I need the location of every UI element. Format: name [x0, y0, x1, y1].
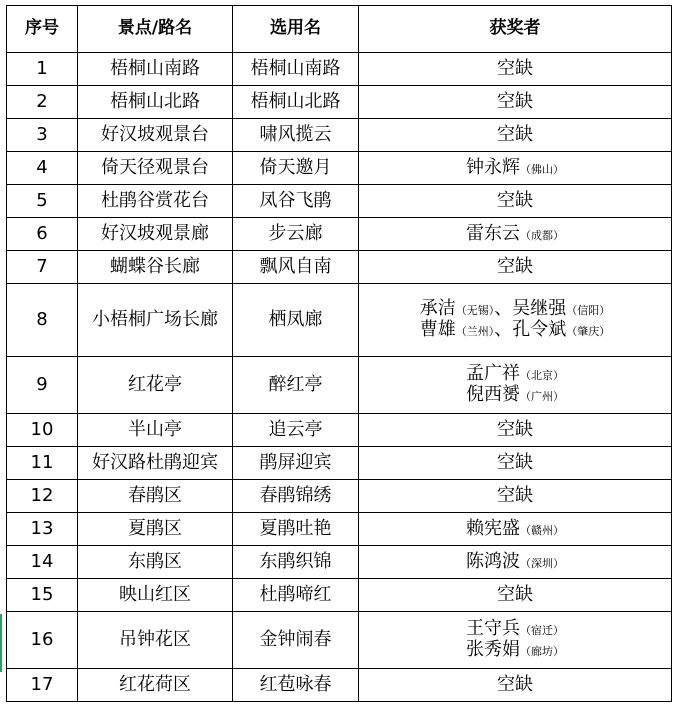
winner-city: （佛山） [520, 162, 564, 176]
winner-line [359, 125, 671, 146]
winner-name: 空缺 [497, 418, 533, 440]
header-winner[interactable]: 获奖者 [359, 6, 672, 53]
cell-no[interactable]: 16 [7, 612, 78, 669]
winner-name: 空缺 [497, 484, 533, 506]
header-spot[interactable]: 景点/路名 [78, 6, 233, 53]
cell-name[interactable]: 春鹃锦绣 [233, 480, 359, 513]
cell-no[interactable]: 1 [7, 53, 78, 86]
table-row [7, 218, 672, 251]
winner-name: 张秀娟 [466, 639, 520, 660]
cell-no[interactable]: 8 [7, 284, 78, 357]
table-row [7, 546, 672, 579]
winner-name: 、吴继强 [494, 298, 567, 320]
cell-spot[interactable]: 红花荷区 [78, 669, 233, 702]
winner-name: 承洁 [419, 298, 456, 320]
cell-no[interactable]: 5 [7, 185, 78, 218]
cell-spot[interactable]: 杜鹃谷赏花台 [78, 185, 233, 218]
table-row [7, 357, 672, 414]
cell-spot[interactable]: 好汉路杜鹃迎宾 [78, 447, 233, 480]
winner-city: （信阳） [566, 304, 611, 318]
winner-city: （北京） [520, 369, 564, 383]
cell-name[interactable]: 倚天邀月 [233, 152, 359, 185]
table-row [7, 251, 672, 284]
cell-spot[interactable]: 倚天径观景台 [78, 152, 233, 185]
cell-spot[interactable]: 小梧桐广场长廊 [78, 284, 233, 357]
cell-spot[interactable]: 夏鹃区 [78, 513, 233, 546]
cell-winner[interactable] [359, 447, 672, 480]
cell-no[interactable]: 4 [7, 152, 78, 185]
cell-no[interactable]: 10 [7, 414, 78, 447]
cell-name[interactable]: 金钟闹春 [233, 612, 359, 669]
winner-name: 、孔令斌 [494, 319, 567, 340]
cell-winner[interactable] [359, 251, 672, 284]
cell-winner[interactable] [359, 612, 672, 669]
table-row [7, 447, 672, 480]
winner-name: 曹雄 [419, 319, 456, 340]
winner-line [359, 486, 671, 507]
winner-line [359, 385, 671, 406]
winner-line [359, 364, 671, 385]
cell-spot[interactable]: 蝴蝶谷长廊 [78, 251, 233, 284]
winner-line [359, 519, 671, 540]
cell-no[interactable]: 17 [7, 669, 78, 702]
cell-no[interactable]: 7 [7, 251, 78, 284]
cell-winner[interactable] [359, 579, 672, 612]
winner-line [359, 420, 671, 441]
winner-city: （成都） [520, 228, 564, 242]
table-row [7, 513, 672, 546]
header-no[interactable]: 序号 [7, 6, 78, 53]
winner-name: 空缺 [497, 57, 533, 79]
cell-spot[interactable]: 梧桐山南路 [78, 53, 233, 86]
cell-no[interactable]: 14 [7, 546, 78, 579]
winner-line [359, 640, 671, 661]
winner-city: （赣州） [520, 523, 564, 537]
cell-winner[interactable] [359, 546, 672, 579]
cell-name[interactable]: 梧桐山南路 [233, 53, 359, 86]
cell-winner[interactable] [359, 669, 672, 702]
cell-name[interactable]: 夏鹃吐艳 [233, 513, 359, 546]
winner-line [359, 59, 671, 80]
winner-line [359, 299, 671, 320]
cell-winner[interactable] [359, 480, 672, 513]
cell-spot[interactable]: 东鹃区 [78, 546, 233, 579]
table-row [7, 579, 672, 612]
cell-name[interactable]: 红苞咏春 [233, 669, 359, 702]
winner-city: （广州） [520, 390, 564, 403]
cell-spot[interactable]: 好汉坡观景廊 [78, 218, 233, 251]
cell-name[interactable]: 鹃屏迎宾 [233, 447, 359, 480]
cell-spot[interactable]: 映山红区 [78, 579, 233, 612]
cell-name[interactable]: 醉红亭 [233, 357, 359, 414]
winner-line [359, 92, 671, 113]
cell-winner[interactable] [359, 119, 672, 152]
winner-name: 雷东云 [466, 222, 520, 244]
winner-name: 空缺 [497, 583, 533, 605]
winner-city: （深圳） [520, 556, 564, 570]
table-row [7, 86, 672, 119]
cell-name[interactable]: 杜鹃啼红 [233, 579, 359, 612]
cell-winner[interactable] [359, 357, 672, 414]
winner-name: 空缺 [497, 189, 533, 211]
cell-name[interactable]: 梧桐山北路 [233, 86, 359, 119]
cell-no[interactable]: 6 [7, 218, 78, 251]
winner-name: 陈鸿波 [466, 550, 520, 572]
cell-spot[interactable]: 红花亭 [78, 357, 233, 414]
cell-no[interactable]: 11 [7, 447, 78, 480]
winner-line [359, 453, 671, 474]
table-row [7, 669, 672, 702]
cell-name[interactable]: 栖凤廊 [233, 284, 359, 357]
winner-line [359, 191, 671, 212]
cell-winner[interactable] [359, 414, 672, 447]
table-row [7, 185, 672, 218]
winner-name: 赖宪盛 [466, 517, 520, 539]
winner-line [359, 224, 671, 245]
awards-table [6, 5, 672, 702]
winner-line [359, 158, 671, 179]
cell-winner[interactable] [359, 218, 672, 251]
row-selection-indicator [0, 614, 2, 672]
table-row [7, 480, 672, 513]
winner-line [359, 552, 671, 573]
winner-city: （廊坊） [520, 645, 564, 658]
winner-line [359, 257, 671, 278]
winner-city: （兰州） [455, 325, 495, 338]
cell-no[interactable]: 2 [7, 86, 78, 119]
cell-spot[interactable]: 春鹃区 [78, 480, 233, 513]
winner-name: 空缺 [497, 451, 533, 473]
cell-winner[interactable] [359, 152, 672, 185]
winner-name: 王守兵 [466, 618, 520, 640]
table-row [7, 612, 672, 669]
cell-name[interactable]: 东鹃织锦 [233, 546, 359, 579]
cell-no[interactable]: 12 [7, 480, 78, 513]
cell-no[interactable]: 3 [7, 119, 78, 152]
cell-name[interactable]: 凤谷飞鹃 [233, 185, 359, 218]
cell-name[interactable]: 飘风自南 [233, 251, 359, 284]
table-row [7, 284, 672, 357]
cell-winner[interactable] [359, 185, 672, 218]
cell-no[interactable]: 15 [7, 579, 78, 612]
winner-line [359, 320, 671, 341]
winner-name: 孟广祥 [466, 363, 520, 385]
cell-name[interactable]: 追云亭 [233, 414, 359, 447]
winner-city: （无锡） [455, 304, 495, 318]
header-row [7, 6, 672, 53]
winner-name: 倪西赟 [466, 384, 520, 405]
cell-no[interactable]: 9 [7, 357, 78, 414]
cell-winner[interactable] [359, 86, 672, 119]
cell-spot[interactable]: 半山亭 [78, 414, 233, 447]
cell-spot[interactable]: 吊钟花区 [78, 612, 233, 669]
cell-winner[interactable] [359, 513, 672, 546]
winner-line [359, 675, 671, 696]
winner-name: 空缺 [497, 255, 533, 277]
header-name[interactable]: 选用名 [233, 6, 359, 53]
cell-winner[interactable] [359, 53, 672, 86]
table-row [7, 152, 672, 185]
cell-spot[interactable]: 梧桐山北路 [78, 86, 233, 119]
cell-name[interactable]: 步云廊 [233, 218, 359, 251]
cell-winner[interactable] [359, 284, 672, 357]
table-row [7, 119, 672, 152]
winner-city: （肇庆） [566, 325, 611, 338]
winner-line [359, 619, 671, 640]
winner-name: 钟永辉 [466, 156, 520, 178]
winner-line [359, 585, 671, 606]
table-row [7, 53, 672, 86]
winner-name: 空缺 [497, 673, 533, 695]
cell-no[interactable]: 13 [7, 513, 78, 546]
winner-city: （宿迁） [520, 624, 564, 638]
table-body [7, 53, 672, 702]
winner-name: 空缺 [497, 90, 533, 112]
cell-name[interactable]: 啸风揽云 [233, 119, 359, 152]
winner-name: 空缺 [497, 123, 533, 145]
cell-spot[interactable]: 好汉坡观景台 [78, 119, 233, 152]
table-row [7, 414, 672, 447]
